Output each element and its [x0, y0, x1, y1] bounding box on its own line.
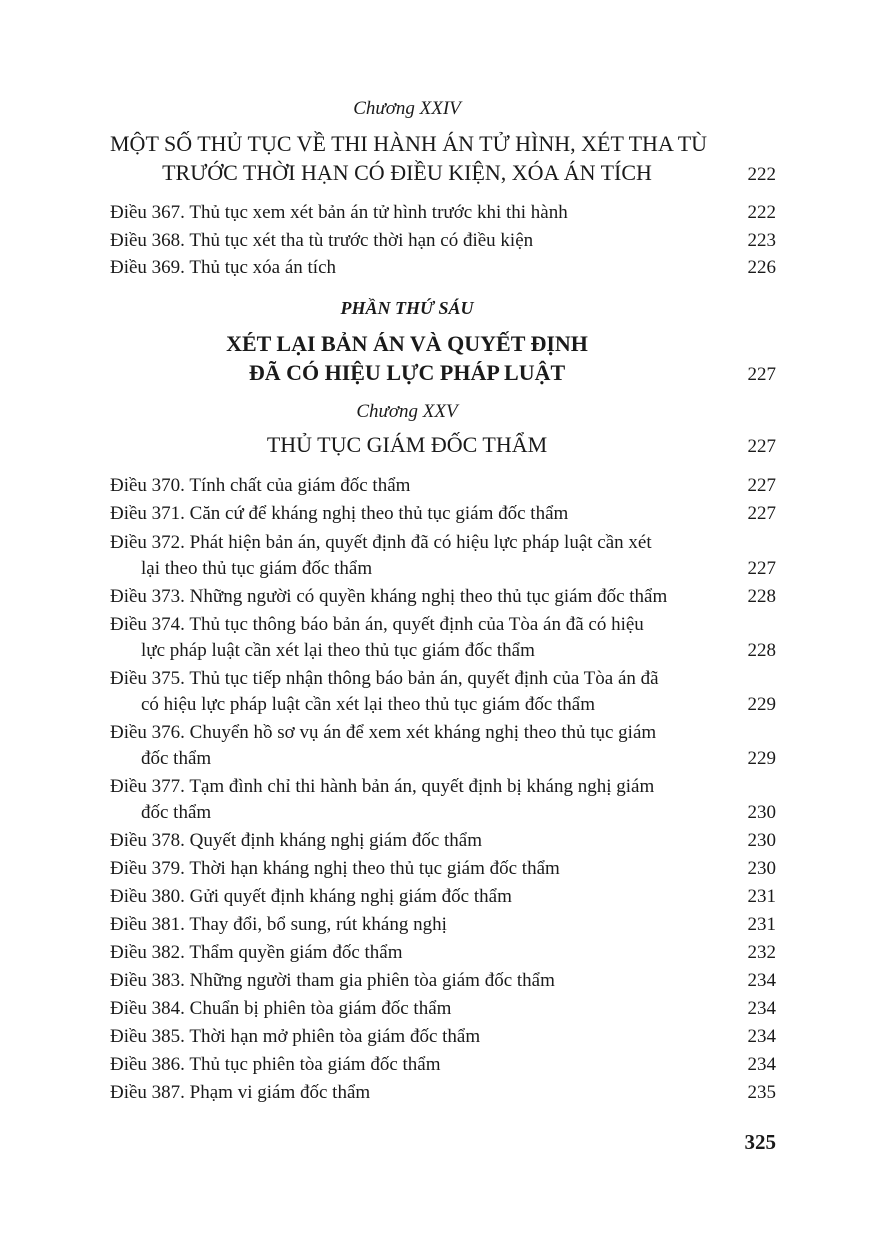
toc-entry [110, 473, 776, 499]
chapter-24-page: 222 [747, 164, 776, 185]
toc-entry-page: 235 [747, 1082, 776, 1103]
toc-entry [110, 501, 776, 527]
toc-entry [110, 912, 776, 938]
part-6-page: 227 [747, 364, 776, 385]
toc-entry [110, 1024, 776, 1050]
toc-entry-page: 228 [747, 586, 776, 607]
toc-entry [110, 828, 776, 854]
toc-entry-page: 222 [747, 202, 776, 223]
toc-entry-page: 228 [747, 640, 776, 661]
toc-entry-page: 234 [747, 970, 776, 991]
toc-entry-page: 229 [747, 694, 776, 715]
toc-entry-title: Điều 370. Tính chất của giám đốc thẩm [110, 475, 411, 496]
toc-entry [110, 612, 776, 664]
toc-entry-title: Điều 373. Những người có quyền kháng nghị theo thủ tục giám đốc thẩm [110, 586, 668, 607]
toc-entry-page: 227 [747, 558, 776, 579]
chapter-25-title: THỦ TỤC GIÁM ĐỐC THẨM [266, 432, 548, 457]
toc-entry [110, 255, 776, 281]
toc-entry [110, 200, 776, 226]
part-6-title-line-2: ĐÃ CÓ HIỆU LỰC PHÁP LUẬT [248, 360, 566, 385]
toc-entry [110, 530, 776, 582]
toc-entry-title: Điều 372. Phát hiện bản án, quyết định đã có hiệu lực pháp luật cần xét [110, 532, 652, 553]
toc-entry-title-continued: đốc thẩm [141, 748, 212, 769]
chapter-24-label: Chương XXIV [353, 98, 461, 119]
toc-entry-page: 223 [747, 230, 776, 251]
toc-entry-title: Điều 384. Chuẩn bị phiên tòa giám đốc thẩm [110, 998, 452, 1019]
toc-entry-title: Điều 381. Thay đổi, bổ sung, rút kháng nghị [110, 914, 447, 935]
toc-entry [110, 968, 776, 994]
folio-page-number: 325 [744, 1130, 776, 1154]
toc-entry-page: 230 [747, 858, 776, 879]
toc-entry-title: Điều 383. Những người tham gia phiên tòa giám đốc thẩm [110, 970, 555, 991]
toc-entry-page: 227 [747, 475, 776, 496]
toc-entry-title-continued: có hiệu lực pháp luật cần xét lại theo thủ tục giám đốc thẩm [141, 694, 596, 715]
toc-entry [110, 584, 776, 610]
toc-entry [110, 1080, 776, 1106]
toc-entry-page: 230 [747, 830, 776, 851]
toc-entry-title: Điều 371. Căn cứ để kháng nghị theo thủ tục giám đốc thẩm [110, 503, 569, 524]
toc-entry-title: Điều 376. Chuyển hồ sơ vụ án để xem xét kháng nghị theo thủ tục giám [110, 722, 657, 743]
toc-entry-page: 230 [747, 802, 776, 823]
toc-entry [110, 940, 776, 966]
toc-entry-page: 234 [747, 1026, 776, 1047]
toc-entry [110, 1052, 776, 1078]
toc-entry-title: Điều 382. Thẩm quyền giám đốc thẩm [110, 942, 403, 963]
chapter-24-title-line-1: MỘT SỐ THỦ TỤC VỀ THI HÀNH ÁN TỬ HÌNH, XÉT THA TÙ [110, 131, 708, 156]
toc-entry-title-continued: lực pháp luật cần xét lại theo thủ tục giám đốc thẩm [141, 640, 535, 661]
toc-entry [110, 856, 776, 882]
toc-entry-title: Điều 379. Thời hạn kháng nghị theo thủ tục giám đốc thẩm [110, 858, 560, 879]
toc-entry-page: 227 [747, 503, 776, 524]
toc-entry-title: Điều 375. Thủ tục tiếp nhận thông báo bản án, quyết định của Tòa án đã [110, 668, 659, 689]
toc-entry-page: 231 [747, 914, 776, 935]
toc-entry [110, 884, 776, 910]
toc-entry-page: 229 [747, 748, 776, 769]
chapter-25-label: Chương XXV [356, 401, 458, 422]
toc-entry [110, 666, 776, 718]
toc-entry-page: 234 [747, 1054, 776, 1075]
toc-entry-title: Điều 377. Tạm đình chỉ thi hành bản án, quyết định bị kháng nghị giám [110, 776, 655, 797]
toc-entry-title: Điều 369. Thủ tục xóa án tích [110, 257, 337, 278]
toc-entry-title-continued: lại theo thủ tục giám đốc thẩm [141, 558, 373, 579]
toc-entry-page: 232 [747, 942, 776, 963]
toc-entry-title: Điều 367. Thủ tục xem xét bản án tử hình trước khi thi hành [110, 202, 568, 223]
part-6-title-line-1: XÉT LẠI BẢN ÁN VÀ QUYẾT ĐỊNH [226, 331, 588, 356]
toc-entry-title: Điều 374. Thủ tục thông báo bản án, quyết định của Tòa án đã có hiệu [110, 614, 644, 635]
toc-entry-page: 234 [747, 998, 776, 1019]
toc-entry [110, 996, 776, 1022]
toc-entry-title: Điều 385. Thời hạn mở phiên tòa giám đốc thẩm [110, 1026, 481, 1047]
part-6-label: PHẦN THỨ SÁU [340, 298, 474, 318]
chapter-25-page: 227 [747, 436, 776, 457]
toc-entry-title: Điều 380. Gửi quyết định kháng nghị giám đốc thẩm [110, 886, 512, 907]
toc-entry-page: 226 [747, 257, 776, 278]
toc-entry [110, 720, 776, 772]
toc-page [110, 0, 776, 1235]
chapter-24-title-line-2: TRƯỚC THỜI HẠN CÓ ĐIỀU KIỆN, XÓA ÁN TÍCH [162, 160, 652, 185]
toc-entry-page: 231 [747, 886, 776, 907]
toc-entry-title: Điều 368. Thủ tục xét tha tù trước thời hạn có điều kiện [110, 230, 534, 251]
toc-entry [110, 228, 776, 254]
toc-entry [110, 774, 776, 826]
toc-entry-title: Điều 378. Quyết định kháng nghị giám đốc thẩm [110, 830, 483, 851]
toc-entry-title: Điều 387. Phạm vi giám đốc thẩm [110, 1082, 371, 1103]
toc-entry-title: Điều 386. Thủ tục phiên tòa giám đốc thẩm [110, 1054, 441, 1075]
toc-entry-title-continued: đốc thẩm [141, 802, 212, 823]
